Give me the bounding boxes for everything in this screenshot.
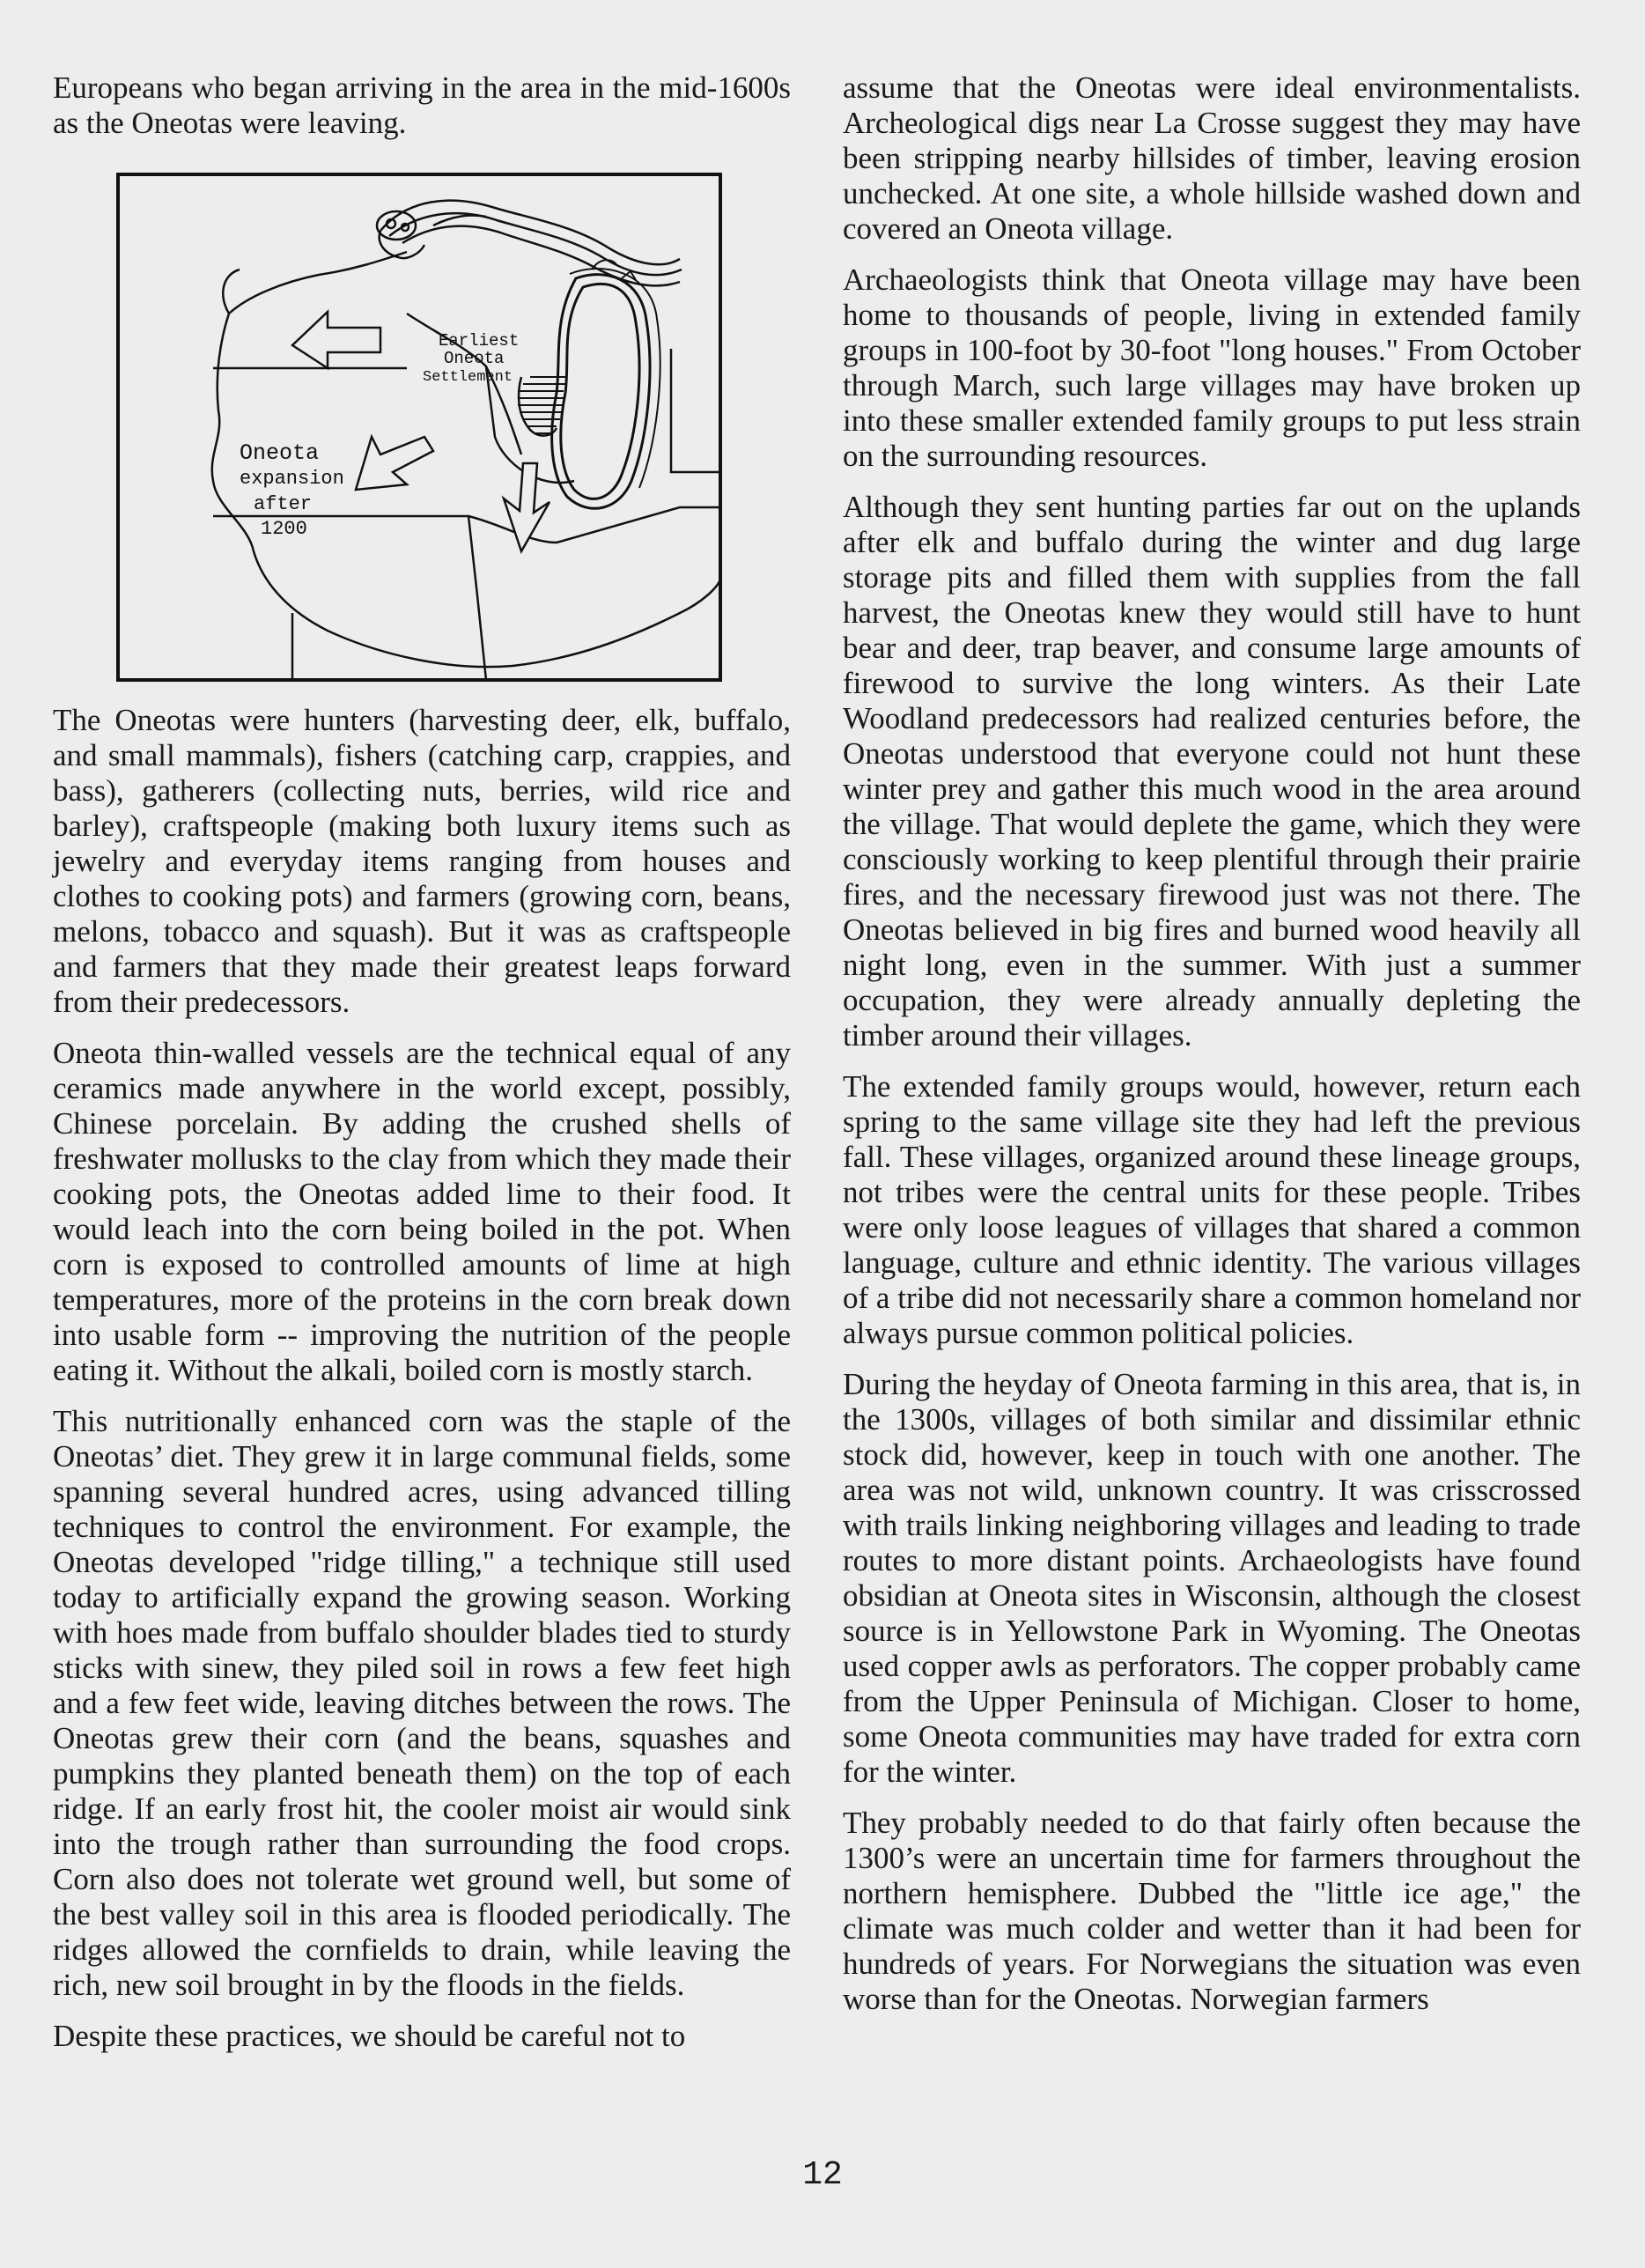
left-column [53,70,791,2070]
label-expansion-line3: after [254,493,313,515]
right-paragraph-families: The extended family groups would, however, return each spring to the same village site they had left the previous fall. These villages, organized around these lineage groups, not tribes were the central units for these people. Tribes were only loose leagues of villages that shared a common language, culture and ethnic identity. The various villages of a tribe did not necessarily share a common homeland nor always pursue common political policies. [843,1069,1581,1350]
left-paragraph-continued: Despite these practices, we should be careful not to [53,2019,686,2053]
label-expansion-line1: Oneota [240,440,320,466]
label-expansion-line2: expansion [240,468,344,490]
left-paragraph-hunters: The Oneotas were hunters (harvesting deer, elk, buffalo, and small mammals), fishers (catching carp, crappies, and bass), gatherers (collecting nuts, berries, wild rice and barley), craftspeople (making both luxury items such as jewelry and everyday items ranging from houses and clothes to cooking pots) and farmers (growing corn, beans, melons, tobacco and squash). But it was as craftspeople and farmers that they made their greatest leaps forward from their predecessors. [53,703,791,1019]
right-column [843,70,1581,2033]
label-earliest-line1: Earliest [439,331,520,351]
left-intro-paragraph: Europeans who began arriving in the area in the mid-1600s as the Oneotas were leaving. [53,70,791,140]
left-paragraph-vessels: Oneota thin-walled vessels are the technical equal of any ceramics made anywhere in the world except, possibly, Chinese porcelain. By adding the crushed shells of freshwater mollusks to the clay from which they made their cooking pots, the Oneotas added lime to their food. It would leach into the corn being boiled in the pot. When corn is exposed to controlled amounts of lime at high temperatures, more of the proteins in the corn break down into usable form -- improving the nutrition of the people eating it. Without the alkali, boiled corn is mostly starch. [53,1036,791,1387]
right-paragraph-environmentalists: assume that the Oneotas were ideal environmentalists. Archeological digs near La Crosse suggest they may have been stripping nearby hillsides of timber, leaving erosion unchecked. At one site, a whole hillside washed down and covered an Oneota village. [843,70,1581,246]
right-paragraph-ice-age: They probably needed to do that fairly often because the 1300’s were an uncertain time for farmers throughout the northern hemisphere. Dubbed the "little ice age," the climate was much colder and wetter than it had been for hundreds of years. For Norwegians the situation was even worse than for the Oneotas. Norwegian farmers [843,1806,1581,2016]
oneota-expansion-map [116,173,722,682]
label-earliest-line2: Oneota [444,349,505,368]
label-expansion-line4: 1200 [261,518,307,540]
left-paragraph-corn: This nutritionally enhanced corn was the staple of the Oneotas’ diet. They grew it in large communal fields, some spanning several hundred acres, using advanced tilling techniques to control the environment. For example, the Oneotas developed "ridge tilling," a technique still used today to artificially expand the growing season. Working with hoes made from buffalo shoulder blades tied to sturdy sticks with sinew, they piled soil in rows a few feet high and a few feet wide, leaving ditches between the rows. The Oneotas grew their corn (and the beans, squashes and pumpkins they planted beneath them) on the top of each ridge. If an early frost hit, the cooler moist air would sink into the trough rather than surrounding the food crops. Corn also does not tolerate wet ground well, but some of the best valley soil in this area is flooded periodically. The ridges allowed the cornfields to drain, while leaving the rich, new soil brought in by the floods in the fields. [53,1404,791,2002]
right-paragraph-villages: Archaeologists think that Oneota village may have been home to thousands of people, living in extended family groups in 100-foot by 30-foot "long houses." From October through March, such large villages may have broken up into these smaller extended family groups to put less strain on the surrounding resources. [843,262,1581,473]
right-paragraph-trade: During the heyday of Oneota farming in this area, that is, in the 1300s, villages of both similar and dissimilar ethnic stock did, however, keep in touch with one another. The area was not wild, unknown country. It was crisscrossed with trails linking neighboring villages and leading to trade routes to more distant points. Archaeologists have found obsidian at Oneota sites in Wisconsin, although the closest source is in Yellowstone Park in Wyoming. The Oneotas used copper awls as perforators. The copper probably came from the Upper Peninsula of Michigan. Closer to home, some Oneota communities may have traded for extra corn for the winter. [843,1367,1581,1789]
page-number: 12 [802,2156,843,2194]
right-paragraph-hunting: Although they sent hunting parties far out on the uplands after elk and buffalo during the winter and dug large storage pits and filled them with supplies from the fall harvest, the Oneotas knew they would still have to hunt bear and deer, trap beaver, and consume large amounts of firewood to survive the long winters. As their Late Woodland predecessors had realized centuries before, the Oneotas understood that everyone could not hunt these winter prey and gather this much wood in the area around the village. That would deplete the game, which they were consciously working to keep plentiful through their prairie fires, and the necessary firewood just was not there. The Oneotas believed in big fires and burned wood heavily all night long, even in the summer. With just a summer occupation, they were already annually depleting the timber around their villages. [843,490,1581,1053]
label-earliest-line3: Settlement [423,369,513,386]
